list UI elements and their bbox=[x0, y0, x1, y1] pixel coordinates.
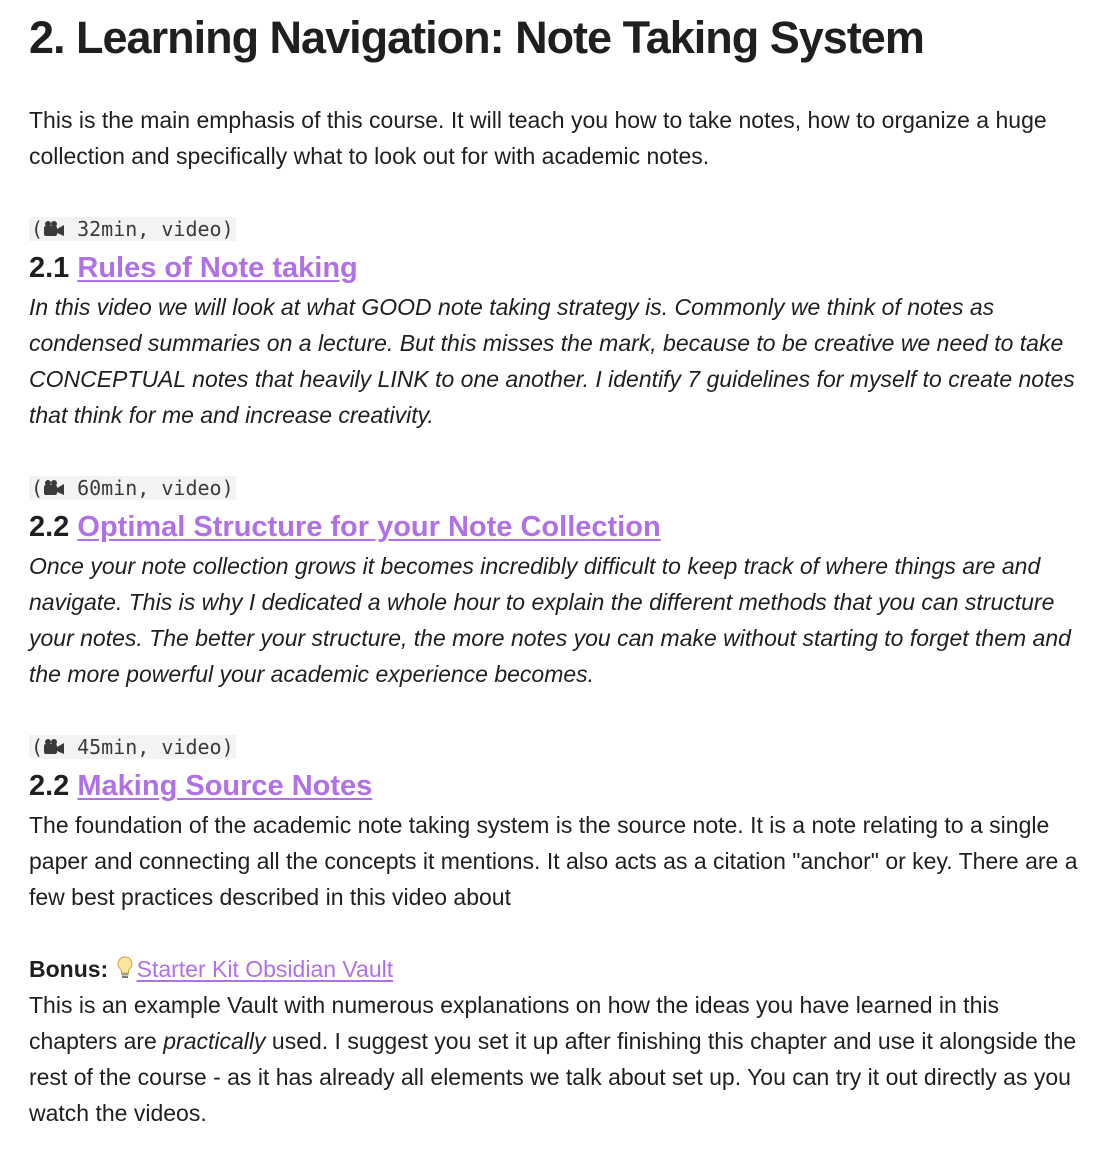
section-1-meta-label: ( 32min, video) bbox=[31, 217, 234, 241]
emphasis-practically: practically bbox=[163, 1028, 266, 1054]
section-1-heading bbox=[29, 250, 358, 286]
section-3-number: 2.2 bbox=[29, 770, 70, 802]
section-3-description: The foundation of the academic note taking system is the source note. It is a note relating to a single paper and connecting all the concepts it mentions. It also acts as a citation "anchor" or key. There are a few best practices described in this video about bbox=[29, 812, 1078, 910]
section-2-heading bbox=[29, 509, 661, 545]
video-camera-icon bbox=[43, 738, 65, 756]
bonus-vault-link[interactable]: Starter Kit Obsidian Vault bbox=[136, 956, 394, 982]
section-2-description: Once your note collection grows it becomes incredibly difficult to keep track of where things are and navigate. This is why I dedicated a whole hour to explain the different methods that you can structure your notes. The better your structure, the more notes you can make without starting to forget them and the more powerful your academic experience becomes. bbox=[29, 553, 1071, 687]
section-3-meta-label: ( 45min, video) bbox=[31, 735, 234, 759]
bonus-line bbox=[29, 951, 393, 987]
section-2-number: 2.2 bbox=[29, 511, 70, 543]
bonus-label: Bonus: bbox=[29, 956, 109, 982]
section-1-description: In this video we will look at what GOOD note taking strategy is. Commonly we think of notes as condensed summaries on a lecture. But this misses the mark, because to be creative we need to take CONCEPTUAL notes that heavily LINK to one another. I identify 7 guidelines for myself to create notes that think for me and increase creativity. bbox=[29, 294, 1075, 428]
section-2-meta bbox=[29, 474, 236, 502]
video-camera-icon bbox=[43, 479, 65, 497]
section-1-number: 2.1 bbox=[29, 252, 70, 284]
lightbulb-icon bbox=[117, 956, 133, 980]
section-3-heading bbox=[29, 768, 372, 804]
video-camera-icon bbox=[43, 220, 65, 238]
section-1-link[interactable]: Rules of Note taking bbox=[77, 252, 358, 284]
section-3-meta bbox=[29, 733, 236, 761]
intro-paragraph: This is the main emphasis of this course. It will teach you how to take notes, how to organize a huge collection and specifically what to look out for with academic notes. bbox=[29, 107, 1047, 169]
section-2-link[interactable]: Optimal Structure for your Note Collection bbox=[77, 511, 661, 543]
page-title: 2. Learning Navigation: Note Taking System bbox=[29, 12, 924, 63]
section-2-meta-label: ( 60min, video) bbox=[31, 476, 234, 500]
bonus-description: This is an example Vault with numerous explanations on how the ideas you have learned in this chapters are practically used. I suggest you set it up after finishing this chapter and use it alongside the rest of the course - as it has already all elements we talk about set up. You can try it out directly as you watch the videos. bbox=[29, 992, 1077, 1126]
section-1-meta bbox=[29, 215, 236, 243]
section-3-link[interactable]: Making Source Notes bbox=[77, 770, 373, 802]
